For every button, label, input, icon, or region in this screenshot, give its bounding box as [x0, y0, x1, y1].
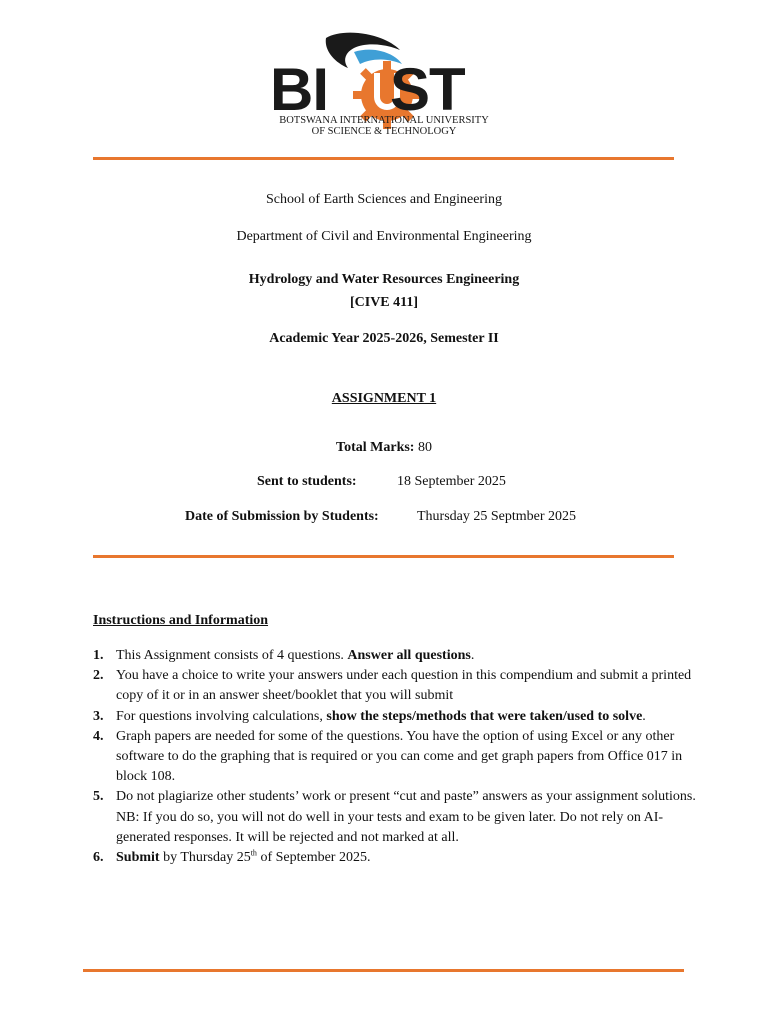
top-divider	[93, 157, 674, 160]
submission-value: Thursday 25 Septmber 2025	[417, 509, 577, 524]
logo-line-2: OF SCIENCE & TECHNOLOGY	[311, 126, 457, 137]
list-item: 2. You have a choice to write your answers under each question in this compendium and submit a printed copy of it or in an answer sheet/booklet that you will submit	[93, 668, 692, 704]
university-logo	[262, 26, 506, 142]
list-item: 1. This Assignment consists of 4 questions. Answer all questions.	[93, 648, 475, 663]
total-marks-value: 80	[417, 440, 432, 455]
assignment-title: ASSIGNMENT 1	[331, 391, 437, 406]
total-marks-label: Total Marks:	[336, 440, 415, 455]
list-item: 5. Do not plagiarize other students’ work or present “cut and paste” answers as your assignment solutions. NB: If you do so, you will not do well in your tests and exam to be given later. Do not rely on AI-generated responses. It will be rejected and not marked at all.	[93, 789, 696, 845]
list-item: 6. Submit by Thursday 25th of September 2025.	[93, 848, 371, 866]
instructions-title: Instructions and Information	[93, 613, 269, 628]
instructions-list	[93, 646, 713, 868]
bottom-divider	[83, 969, 684, 972]
middle-divider	[93, 555, 674, 558]
submission-label: Date of Submission by Students:	[185, 509, 379, 524]
sent-label: Sent to students:	[257, 474, 357, 489]
course-code: [CIVE 411]	[349, 295, 419, 310]
department-name: Department of Civil and Environmental Engineering	[236, 229, 532, 244]
logo-line-1: BOTSWANA INTERNATIONAL UNIVERSITY	[279, 115, 489, 126]
list-item: 4. Graph papers are needed for some of the questions. You have the option of using Excel or any other software to do the graphing that is required or you can come and get graph papers from Office 017 in block 108.	[93, 728, 683, 785]
total-marks	[0, 440, 768, 456]
sent-value: 18 September 2025	[397, 474, 506, 489]
list-item: 3. For questions involving calculations, show the steps/methods that were taken/used to solve.	[93, 708, 646, 724]
school-name: School of Earth Sciences and Engineering	[266, 192, 502, 207]
academic-year: Academic Year 2025-2026, Semester II	[269, 331, 499, 346]
logo-wordmark: BI ST	[270, 56, 465, 123]
course-title: Hydrology and Water Resources Engineering	[248, 272, 520, 287]
